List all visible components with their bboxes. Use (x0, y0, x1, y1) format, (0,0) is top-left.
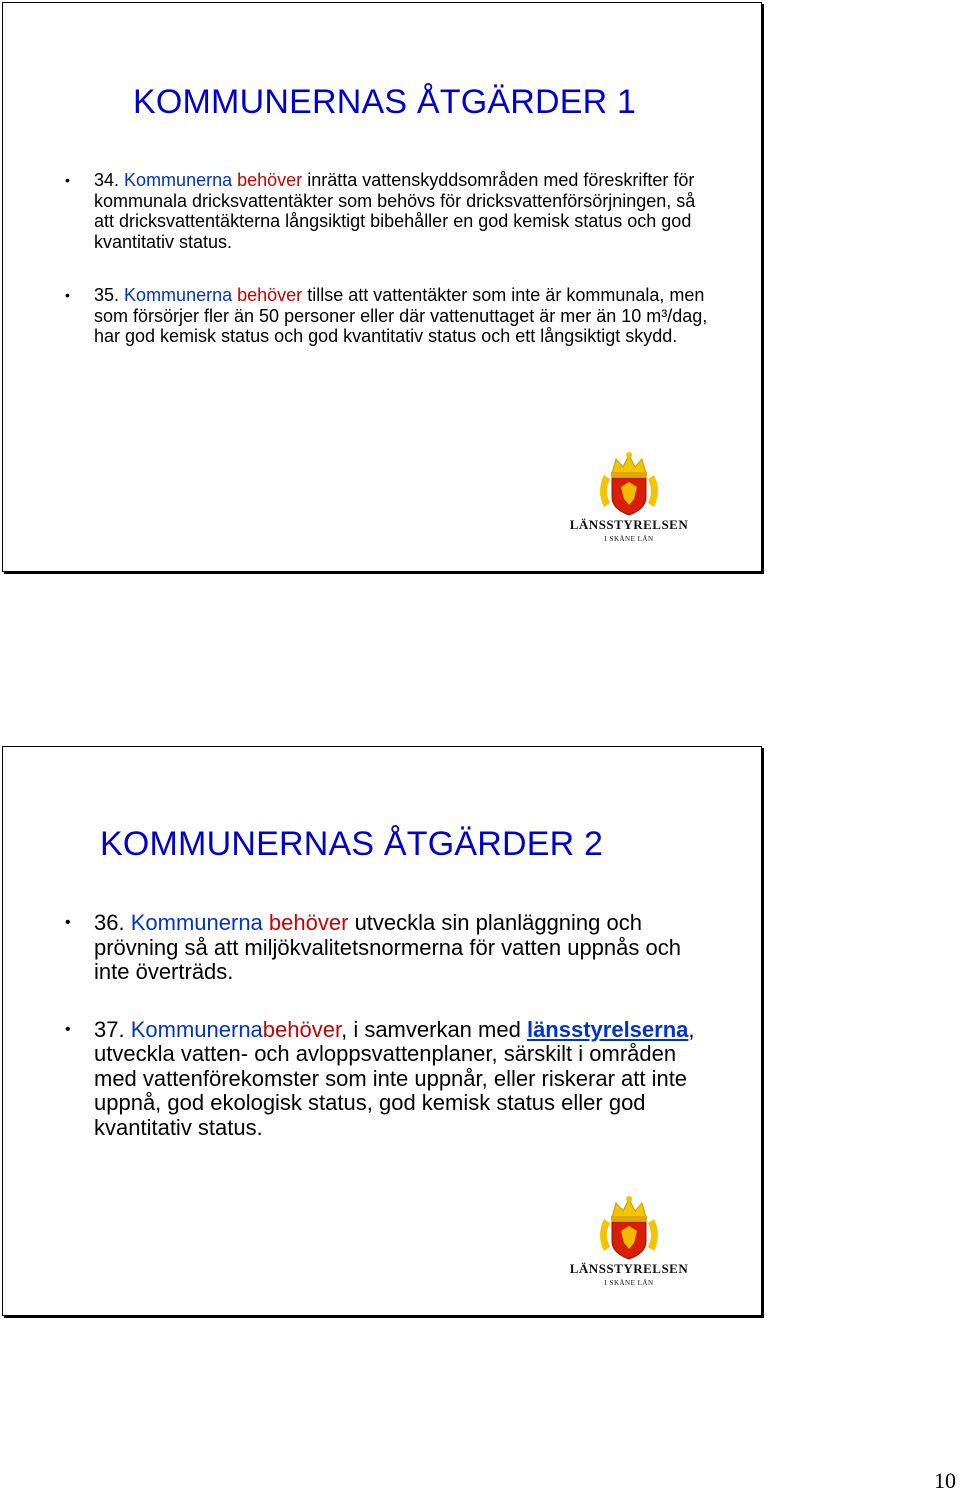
lansstyrelsen-logo (559, 451, 699, 551)
item-subject: Kommunerna (130, 1016, 263, 1042)
item-verb: behöver (237, 170, 303, 190)
bullet-list (65, 170, 715, 347)
item-subject: Kommunerna (130, 910, 263, 935)
item-subject: Kommunerna (124, 170, 233, 190)
item-number: 36. (94, 910, 125, 935)
page-number: 10 (934, 1468, 956, 1493)
bullet-icon: • (65, 172, 70, 188)
slide-1 (2, 2, 762, 572)
item-verb: behöver (268, 910, 349, 935)
slide-title: KOMMUNERNAS ÅTGÄRDER 1 (133, 83, 637, 121)
item-text: , utveckla vatten- och avloppsvattenplaner, särskilt i områden med vattenförekomster som inte uppnår, eller riskerar att inte uppnå, god ekologisk status, god kemisk status eller god kvantitativ status. (94, 1016, 695, 1140)
logo-subtitle: I SKÅNE LÄN (604, 535, 654, 543)
item-number: 35. (94, 285, 120, 305)
item-text: utveckla sin planläggning och prövning så att miljökvalitetsnormerna för vatten uppnås och inte överträds. (94, 910, 681, 984)
coat-of-arms-icon (592, 1195, 666, 1261)
list-item (65, 285, 715, 347)
item-text: inrätta vattenskyddsområden med föreskrifter för kommunala dricksvattentäkter som behövs för dricksvattenförsörjningen, så att dricksvattentäkterna långsiktigt bibehåller en god kemisk status och god kvantitativ status. (94, 170, 696, 252)
coat-of-arms-icon (592, 451, 666, 517)
slide-title: KOMMUNERNAS ÅTGÄRDER 2 (100, 825, 604, 863)
item-verb: behöver (262, 1016, 342, 1042)
bullet-icon: • (65, 914, 71, 931)
list-item (65, 170, 715, 252)
logo-subtitle: I SKÅNE LÄN (604, 1279, 654, 1287)
item-text: tillse att vattentäkter som inte är kommunala, men som försörjer fler än 50 personer eller där vattenuttaget är mer än 10 m³/dag, har god kemisk status och god kvantitativ status och ett långsiktigt skydd. (94, 285, 708, 346)
item-subject: Kommunerna (124, 285, 233, 305)
item-partner: länsstyrelserna (526, 1016, 689, 1042)
item-number: 34. (94, 170, 120, 190)
logo-name: LÄNSSTYRELSEN (569, 1261, 689, 1276)
slide-2 (2, 746, 762, 1316)
lansstyrelsen-logo (559, 1195, 699, 1295)
bullet-icon: • (65, 287, 70, 303)
logo-name: LÄNSSTYRELSEN (569, 517, 689, 532)
item-verb: behöver (237, 285, 303, 305)
list-item (65, 1018, 705, 1141)
list-item (65, 911, 705, 985)
item-text-connector: , i samverkan med (341, 1016, 521, 1042)
bullet-list (65, 911, 705, 1140)
item-number: 37. (94, 1016, 125, 1042)
bullet-icon: • (65, 1020, 71, 1038)
